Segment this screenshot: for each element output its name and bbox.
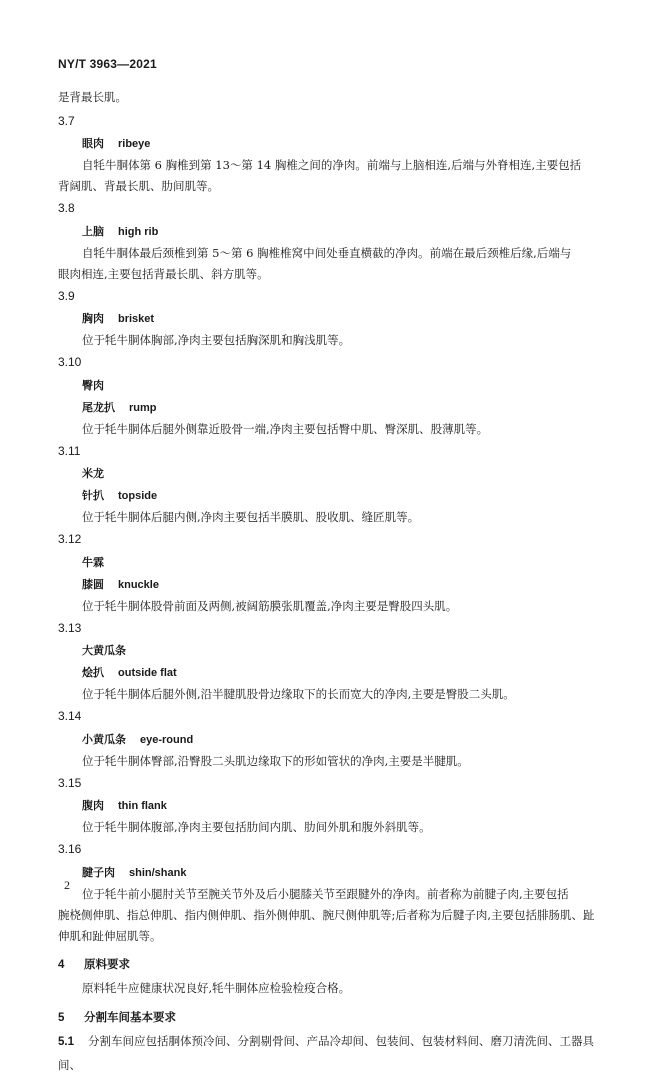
term-chinese: 牛霖 bbox=[82, 555, 104, 569]
section-title: 原料要求 bbox=[84, 956, 131, 971]
standard-code-header: NY/T 3963—2021 bbox=[58, 57, 157, 71]
term-name bbox=[58, 662, 606, 684]
term-chinese: 上脑 bbox=[82, 224, 104, 238]
term-definition: 伸肌和趾伸屈肌等。 bbox=[58, 928, 162, 943]
term-definition: 腕桡侧伸肌、指总伸肌、指内侧伸肌、指外侧伸肌、腕尺侧伸肌等;后者称为后腱子肉,主要包括腓肠肌、趾 bbox=[58, 907, 595, 922]
page-number: 2 bbox=[64, 878, 70, 892]
term-chinese: 尾龙扒 bbox=[82, 400, 115, 414]
section-number: 5 bbox=[58, 1011, 65, 1024]
term-name bbox=[58, 795, 606, 817]
term-chinese: 腹肉 bbox=[82, 799, 104, 812]
term-definition: 位于牦牛胴体胸部,净肉主要包括胸深肌和胸浅肌等。 bbox=[82, 333, 351, 347]
term-name bbox=[58, 552, 606, 574]
term-name bbox=[58, 221, 606, 243]
term-english: knuckle bbox=[118, 578, 159, 591]
term-chinese: 米龙 bbox=[82, 467, 104, 480]
term-english: high rib bbox=[118, 225, 159, 238]
term-english: topside bbox=[118, 490, 158, 502]
term-english: outside flat bbox=[118, 667, 177, 679]
term-chinese: 臀肉 bbox=[82, 378, 104, 392]
term-chinese: 膝圆 bbox=[82, 577, 104, 591]
term-name bbox=[58, 375, 606, 397]
term-name bbox=[58, 862, 606, 884]
term-english: ribeye bbox=[118, 138, 151, 150]
term-english: shin/shank bbox=[129, 866, 187, 879]
term-definition: 位于牦牛胴体臀部,沿臀股二头肌边缘取下的形如管状的净肉,主要是半腱肌。 bbox=[82, 753, 469, 768]
section-4-text: 原料牦牛应健康状况良好,牦牛胴体应检验检疫合格。 bbox=[82, 980, 351, 995]
term-definition: 位于牦牛胴体后腿内侧,净肉主要包括半膜肌、股收肌、缝匠肌等。 bbox=[82, 510, 420, 524]
term-name bbox=[58, 485, 606, 507]
term-definition: 位于牦牛胴体腹部,净肉主要包括肋间内肌、肋间外肌和腹外斜肌等。 bbox=[82, 820, 431, 834]
term-number: 3.9 bbox=[58, 288, 75, 303]
term-name bbox=[58, 463, 606, 485]
terms-list bbox=[58, 110, 606, 947]
term-definition: 背阔肌、背最长肌、肋间肌等。 bbox=[58, 179, 219, 193]
document-body bbox=[58, 86, 606, 1077]
term-definition: 眼肉相连,主要包括背最长肌、斜方肌等。 bbox=[58, 266, 269, 281]
term-chinese: 胸肉 bbox=[82, 312, 104, 325]
clause-number: 5.1 bbox=[58, 1035, 74, 1048]
term-name bbox=[58, 397, 606, 419]
term-english: rump bbox=[129, 401, 157, 414]
term-number: 3.11 bbox=[58, 443, 81, 458]
term-definition: 位于牦牛胴体股骨前面及两侧,被阔筋膜张肌覆盖,净肉主要是臀股四头肌。 bbox=[82, 598, 458, 613]
term-number: 3.13 bbox=[58, 620, 82, 635]
term-number: 3.7 bbox=[58, 113, 75, 128]
term-definition: 位于牦牛胴体后腿外侧,沿半腱肌股骨边缘取下的长而宽大的净肉,主要是臀股二头肌。 bbox=[82, 687, 515, 701]
clause-text: 分割车间应包括胴体预冷间、分割剔骨间、产品冷却间、包装间、包装材料间、磨刀清洗间、工器具间、 bbox=[58, 1033, 594, 1072]
term-definition: 位于牦牛前小腿肘关节至腕关节外及后小腿膝关节至跟腱外的净肉。前者称为前腱子肉,主要包括 bbox=[82, 886, 569, 901]
term-chinese: 大黄瓜条 bbox=[82, 644, 126, 657]
term-english: eye-round bbox=[140, 733, 194, 746]
term-chinese: 腱子肉 bbox=[82, 865, 115, 879]
term-chinese: 眼肉 bbox=[82, 137, 104, 150]
term-name bbox=[58, 133, 606, 155]
term-definition: 自牦牛胴体第 6 胸椎到第 13～第 14 胸椎之间的净肉。前端与上脑相连,后端与外脊相连,主要包括 bbox=[82, 158, 582, 172]
section-4-heading bbox=[58, 953, 606, 977]
term-number: 3.8 bbox=[58, 201, 75, 215]
clause-5-1 bbox=[58, 1030, 606, 1077]
term-number: 3.15 bbox=[58, 775, 82, 790]
term-chinese: 针扒 bbox=[82, 489, 104, 502]
section-title: 分割车间基本要求 bbox=[84, 1009, 177, 1024]
section-number: 4 bbox=[58, 958, 65, 971]
term-chinese: 小黄瓜条 bbox=[82, 732, 126, 746]
term-definition: 位于牦牛胴体后腿外侧靠近股骨一端,净肉主要包括臀中肌、臀深肌、股薄肌等。 bbox=[82, 421, 489, 436]
term-name bbox=[58, 729, 606, 751]
term-number: 3.14 bbox=[58, 709, 82, 723]
term-english: brisket bbox=[118, 313, 155, 325]
section-5-heading bbox=[58, 1006, 606, 1030]
intro-line: 是背最长肌。 bbox=[58, 90, 127, 104]
term-number: 3.16 bbox=[58, 842, 82, 856]
term-name bbox=[58, 308, 606, 330]
term-chinese: 烩扒 bbox=[82, 666, 104, 679]
term-number: 3.12 bbox=[58, 532, 82, 546]
term-name bbox=[58, 640, 606, 662]
term-definition: 自牦牛胴体最后颈椎到第 5～第 6 胸椎椎窝中间处垂直横截的净肉。前端在最后颈椎后缘,后端与 bbox=[82, 245, 572, 260]
term-number: 3.10 bbox=[58, 355, 82, 369]
term-name bbox=[58, 574, 606, 596]
term-english: thin flank bbox=[118, 800, 167, 812]
